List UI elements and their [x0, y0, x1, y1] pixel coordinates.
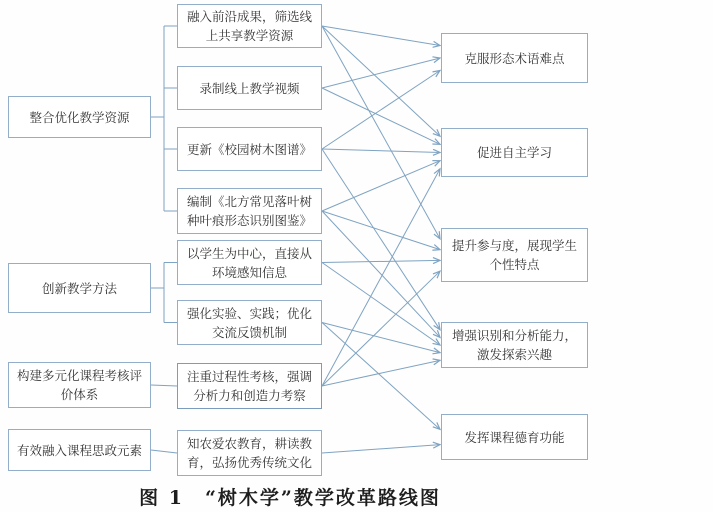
- node-box-online-videos: 录制线上教学视频: [177, 66, 322, 110]
- node-box-overcome-terminology: 克服形态术语难点: [441, 33, 588, 83]
- node-box-identify-analyze: 增强识别和分析能力，激发探索兴趣: [441, 322, 588, 368]
- node-box-leaf-scar-guide: 编制《北方常见落叶树种叶痕形态识别图鉴》: [177, 188, 322, 234]
- node-box-self-learning: 促进自主学习: [441, 128, 588, 177]
- node-box-innovate-methods: 创新教学方法: [8, 263, 151, 313]
- node-box-integrate-resources: 整合优化教学资源: [8, 96, 151, 138]
- node-box-experiment-practice: 强化实验、实践；优化交流反馈机制: [177, 300, 322, 345]
- node-box-campus-tree-atlas: 更新《校园树木图谱》: [177, 127, 322, 171]
- node-box-diversified-assessment: 构建多元化课程考核评价体系: [8, 362, 151, 408]
- node-box-moral-education: 发挥课程德育功能: [441, 414, 588, 460]
- figure-caption: 图 1 “树木学”教学改革路线图: [139, 487, 441, 509]
- node-box-student-centered: 以学生为中心，直接从环境感知信息: [177, 240, 322, 285]
- node-box-agri-education: 知农爱农教育，耕读教育，弘扬优秀传统文化: [177, 430, 322, 476]
- node-box-ideological-elements: 有效融入课程思政元素: [8, 429, 151, 471]
- node-box-frontier-resources: 融入前沿成果，筛选线上共享教学资源: [177, 4, 322, 48]
- node-box-participation: 提升参与度，展现学生个性特点: [441, 228, 588, 282]
- node-box-process-assessment: 注重过程性考核，强调分析力和创造力考察: [177, 363, 322, 409]
